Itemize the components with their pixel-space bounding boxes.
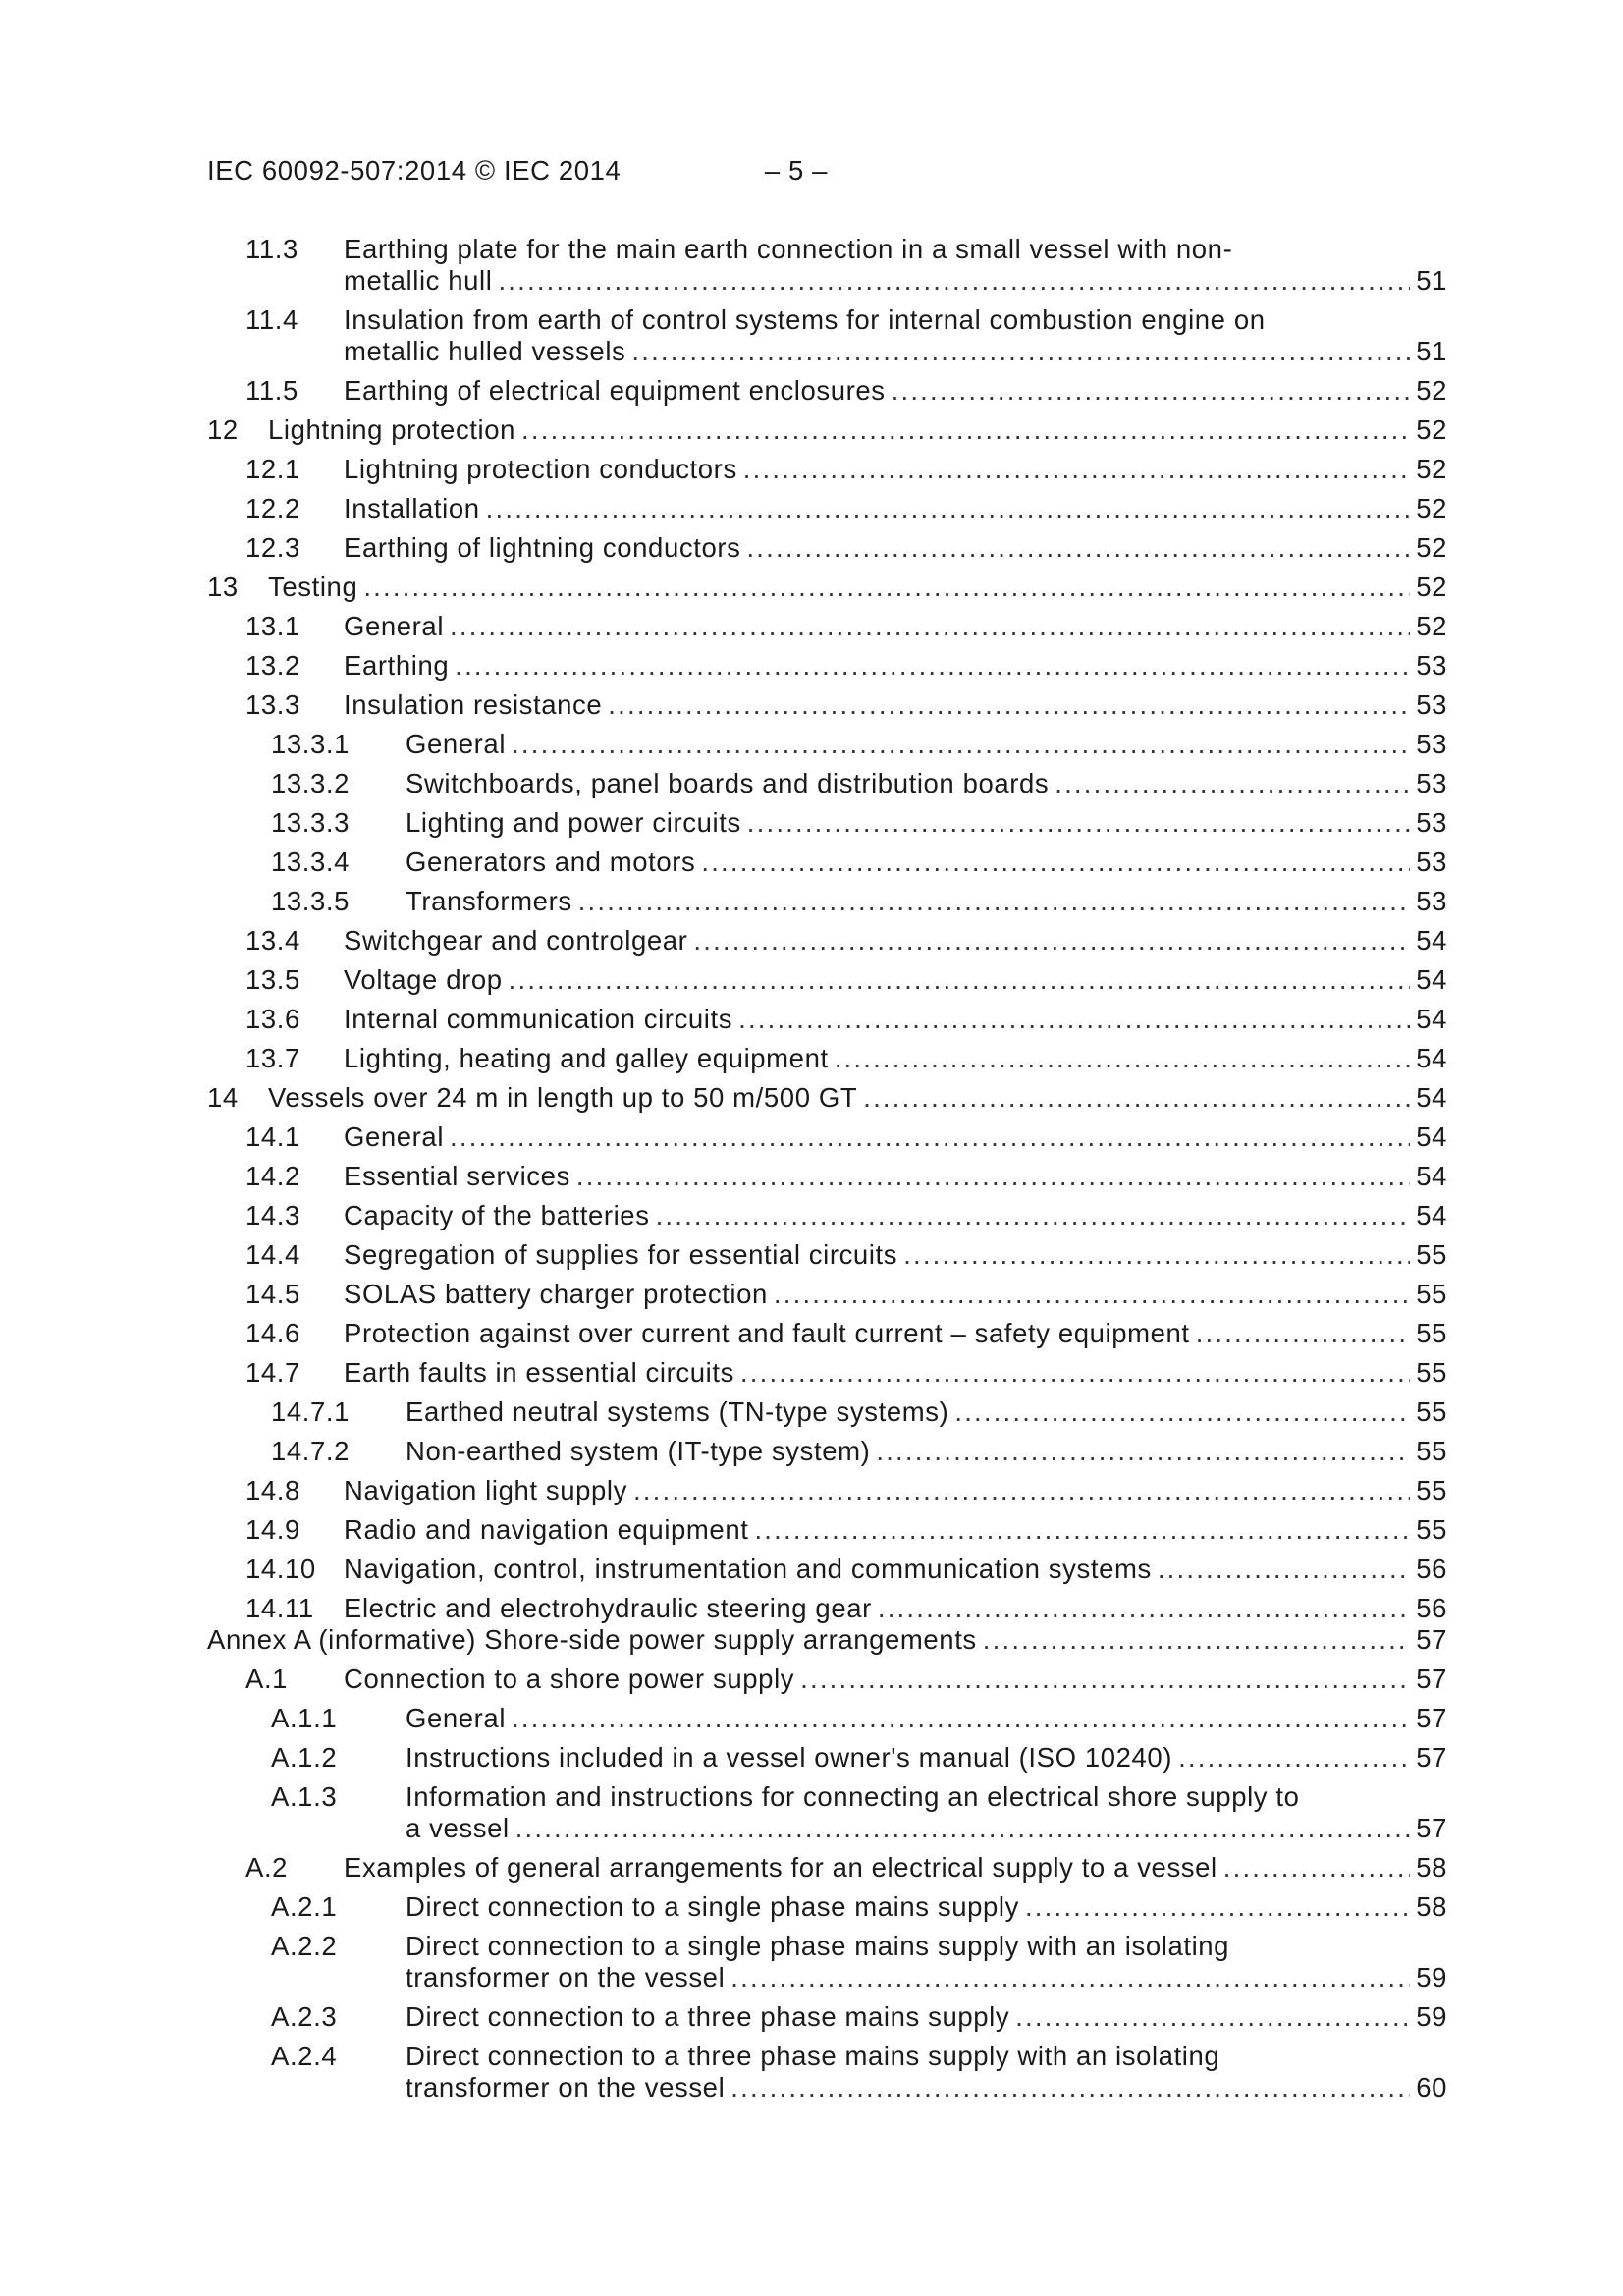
dot-leader xyxy=(450,611,1410,642)
toc-entry-number: 13.4 xyxy=(245,925,300,956)
toc-entry-title: General xyxy=(344,1121,445,1152)
toc-entry-page: 54 xyxy=(1416,1004,1447,1034)
dot-leader xyxy=(512,1703,1410,1734)
toc-entry-number: 12.3 xyxy=(245,532,300,563)
toc-entry[interactable] xyxy=(0,1554,1623,1585)
toc-entry-number: 13.6 xyxy=(245,1004,300,1034)
toc-entry-number: A.1.1 xyxy=(271,1703,338,1733)
toc-entry-title: General xyxy=(406,729,507,759)
toc-entry-number: 13.3.5 xyxy=(271,886,351,916)
toc-entry[interactable] xyxy=(0,689,1623,721)
toc-entry-page: 55 xyxy=(1416,1239,1447,1270)
toc-entry-title: metallic hull xyxy=(344,265,493,296)
toc-entry[interactable] xyxy=(0,532,1623,564)
toc-entry[interactable] xyxy=(0,1852,1623,1884)
dot-leader xyxy=(903,1239,1410,1271)
toc-entry-number: 12.2 xyxy=(245,493,300,523)
dot-leader xyxy=(746,532,1410,564)
toc-entry-title: Testing xyxy=(268,572,358,602)
dot-leader xyxy=(1025,1891,1410,1923)
toc-entry-title: SOLAS battery charger protection xyxy=(344,1279,768,1309)
dot-leader xyxy=(774,1279,1410,1310)
toc-entry[interactable] xyxy=(0,1436,1623,1467)
dot-leader xyxy=(1015,2001,1410,2033)
toc-entry[interactable] xyxy=(0,2001,1623,2033)
toc-entry-number: A.2 xyxy=(245,1852,289,1883)
toc-entry-number: 14.10 xyxy=(245,1554,316,1584)
toc-entry-title: Switchboards, panel boards and distribution boards xyxy=(406,768,1050,798)
toc-entry-page: 59 xyxy=(1416,1962,1447,1993)
toc-entry-title: Lighting and power circuits xyxy=(406,807,741,838)
toc-entry[interactable] xyxy=(0,493,1623,524)
toc-entry-title: Earthed neutral systems (TN-type systems) xyxy=(406,1396,949,1427)
toc-entry-page: 52 xyxy=(1416,611,1447,641)
toc-entry-page: 56 xyxy=(1416,1593,1447,1623)
toc-entry-page: 55 xyxy=(1416,1318,1447,1348)
dot-leader xyxy=(701,847,1410,878)
dot-leader xyxy=(363,572,1410,603)
page-header xyxy=(207,155,1454,189)
toc-entry[interactable] xyxy=(0,1396,1623,1428)
toc-entry-title: Electric and electrohydraulic steering gear xyxy=(344,1593,872,1623)
toc-entry[interactable] xyxy=(0,1624,1623,1656)
toc-entry-page: 54 xyxy=(1416,964,1447,995)
toc-entry-number: 14.11 xyxy=(245,1593,314,1623)
toc-entry-page: 57 xyxy=(1416,1813,1447,1843)
toc-entry-page: 52 xyxy=(1416,414,1447,445)
toc-entry-title: Direct connection to a single phase mains supply xyxy=(406,1891,1019,1922)
toc-entry-number: 14.7.1 xyxy=(271,1396,351,1427)
toc-entry-page: 57 xyxy=(1416,1703,1447,1733)
toc-entry[interactable] xyxy=(0,1475,1623,1506)
toc-entry-title: Earth faults in essential circuits xyxy=(344,1357,734,1388)
toc-entry-title: Earthing xyxy=(344,650,450,681)
toc-entry-page: 57 xyxy=(1416,1624,1447,1655)
toc-entry-title: Direct connection to a three phase mains supply xyxy=(406,2001,1010,2032)
toc-entry-title: Transformers xyxy=(406,886,572,916)
toc-entry[interactable] xyxy=(0,1318,1623,1349)
toc-entry[interactable] xyxy=(0,1703,1623,1734)
toc-entry-page: 52 xyxy=(1416,493,1447,523)
toc-entry[interactable] xyxy=(0,886,1623,917)
toc-entry-title: Connection to a shore power supply xyxy=(344,1664,795,1694)
toc-entry-title: Lightning protection conductors xyxy=(344,454,737,484)
dot-leader xyxy=(498,265,1410,297)
toc-entry-page: 56 xyxy=(1416,1554,1447,1584)
toc-entry[interactable] xyxy=(0,1161,1623,1192)
toc-entry-number: A.2.2 xyxy=(271,1931,338,1961)
dot-leader xyxy=(576,1161,1410,1192)
dot-leader xyxy=(1055,768,1410,799)
toc-entry[interactable] xyxy=(0,1239,1623,1271)
toc-entry-title: metallic hulled vessels xyxy=(344,336,626,366)
toc-entry-page: 55 xyxy=(1416,1396,1447,1427)
toc-entry[interactable] xyxy=(0,1121,1623,1153)
toc-entry-number: 13.7 xyxy=(245,1043,300,1073)
toc-entry[interactable] xyxy=(0,1514,1623,1546)
toc-entry[interactable] xyxy=(0,925,1623,957)
toc-entry-page: 54 xyxy=(1416,1161,1447,1191)
toc-entry[interactable] xyxy=(0,234,1623,297)
toc-entry-number: 14.8 xyxy=(245,1475,300,1505)
dot-leader xyxy=(509,964,1411,996)
toc-entry-page: 54 xyxy=(1416,1121,1447,1152)
toc-entry-number: A.1 xyxy=(245,1664,289,1694)
dot-leader xyxy=(450,1121,1410,1153)
toc-entry-page: 59 xyxy=(1416,2001,1447,2032)
toc-entry-title: Lightning protection xyxy=(268,414,516,445)
toc-entry-number: 11.5 xyxy=(245,375,298,406)
table-of-contents xyxy=(0,234,1623,2104)
toc-entry-title: Segregation of supplies for essential circuits xyxy=(344,1239,898,1270)
dot-leader xyxy=(835,1043,1410,1074)
toc-entry[interactable] xyxy=(0,1593,1623,1624)
toc-entry-title: Insulation resistance xyxy=(344,689,603,720)
toc-entry[interactable] xyxy=(0,1357,1623,1389)
dot-leader xyxy=(1158,1554,1410,1585)
dot-leader xyxy=(515,1813,1411,1844)
toc-entry-page: 52 xyxy=(1416,572,1447,602)
toc-entry-number: 14.7 xyxy=(245,1357,300,1388)
toc-entry-title: transformer on the vessel xyxy=(406,2072,726,2103)
toc-entry-title: Vessels over 24 m in length up to 50 m/500 GT xyxy=(268,1082,858,1113)
dot-leader xyxy=(486,493,1411,524)
toc-entry-page: 53 xyxy=(1416,689,1447,720)
toc-entry-page: 52 xyxy=(1416,454,1447,484)
toc-entry-number: 14 xyxy=(207,1082,239,1113)
toc-entry-number: 12.1 xyxy=(245,454,300,484)
toc-entry-title-line: Information and instructions for connecting an electrical shore supply to xyxy=(406,1781,1300,1812)
toc-entry-page: 53 xyxy=(1416,807,1447,838)
toc-entry-number: 11.4 xyxy=(245,304,298,335)
toc-entry-title: Protection against over current and fault current – safety equipment xyxy=(344,1318,1190,1348)
toc-entry-page: 55 xyxy=(1416,1357,1447,1388)
toc-entry-page: 52 xyxy=(1416,532,1447,563)
toc-entry[interactable] xyxy=(0,2041,1623,2104)
toc-entry[interactable] xyxy=(0,304,1623,367)
toc-entry-page: 58 xyxy=(1416,1852,1447,1883)
toc-entry[interactable] xyxy=(0,414,1623,446)
toc-entry[interactable] xyxy=(0,1082,1623,1114)
toc-entry-number: A.1.3 xyxy=(271,1781,338,1812)
dot-leader xyxy=(1223,1852,1410,1884)
toc-entry-page: 55 xyxy=(1416,1475,1447,1505)
toc-entry-title: Installation xyxy=(344,493,480,523)
toc-entry-page: 53 xyxy=(1416,768,1447,798)
dot-leader xyxy=(954,1396,1410,1428)
toc-entry[interactable] xyxy=(0,611,1623,642)
toc-entry-title: Radio and navigation equipment xyxy=(344,1514,749,1545)
dot-leader xyxy=(730,2072,1410,2104)
toc-entry[interactable] xyxy=(0,1279,1623,1310)
toc-entry-number: 11.3 xyxy=(245,234,298,264)
toc-entry-title: Essential services xyxy=(344,1161,570,1191)
toc-entry-title: General xyxy=(406,1703,507,1733)
toc-entry[interactable] xyxy=(0,729,1623,760)
dot-leader xyxy=(983,1624,1410,1656)
dot-leader xyxy=(512,729,1410,760)
toc-entry-number: A.2.3 xyxy=(271,2001,338,2032)
toc-entry-number: 14.3 xyxy=(245,1200,300,1230)
toc-entry-number: 13.1 xyxy=(245,611,300,641)
document-identifier: IEC 60092-507:2014 © IEC 2014 xyxy=(207,155,622,186)
toc-entry-number: 14.6 xyxy=(245,1318,300,1348)
toc-entry-page: 52 xyxy=(1416,375,1447,406)
toc-entry-title: Internal communication circuits xyxy=(344,1004,733,1034)
toc-entry-number: 14.9 xyxy=(245,1514,300,1545)
dot-leader xyxy=(633,1475,1410,1506)
toc-entry[interactable] xyxy=(0,847,1623,878)
toc-entry[interactable] xyxy=(0,1004,1623,1035)
dot-leader xyxy=(455,650,1410,682)
toc-entry[interactable] xyxy=(0,1891,1623,1923)
toc-entry-number: 12 xyxy=(207,414,239,445)
toc-entry-page: 53 xyxy=(1416,650,1447,681)
toc-entry[interactable] xyxy=(0,1781,1623,1844)
toc-entry[interactable] xyxy=(0,1043,1623,1074)
dot-leader xyxy=(863,1082,1410,1114)
toc-entry-number: 14.5 xyxy=(245,1279,300,1309)
dot-leader xyxy=(693,925,1410,957)
dot-leader xyxy=(754,1514,1410,1546)
toc-entry-page: 54 xyxy=(1416,1082,1447,1113)
toc-entry[interactable] xyxy=(0,807,1623,839)
toc-entry-title: Navigation, control, instrumentation and communication systems xyxy=(344,1554,1152,1584)
toc-entry-title-line: Direct connection to a three phase mains supply with an isolating xyxy=(406,2041,1220,2071)
toc-entry-page: 57 xyxy=(1416,1742,1447,1773)
toc-entry-number: A.2.4 xyxy=(271,2041,338,2071)
toc-entry[interactable] xyxy=(0,1664,1623,1695)
toc-entry-title: Navigation light supply xyxy=(344,1475,627,1505)
toc-entry-page: 54 xyxy=(1416,925,1447,956)
dot-leader xyxy=(1178,1742,1410,1774)
toc-entry-number: 13.3.2 xyxy=(271,768,351,798)
toc-entry-title: Examples of general arrangements for an electrical supply to a vessel xyxy=(344,1852,1217,1883)
dot-leader xyxy=(740,1357,1410,1389)
toc-entry-title: Earthing of electrical equipment enclosures xyxy=(344,375,886,406)
toc-entry-number: 13.3.3 xyxy=(271,807,351,838)
dot-leader xyxy=(876,1436,1410,1467)
toc-entry-title-line: Insulation from earth of control systems for internal combustion engine on xyxy=(344,304,1266,335)
toc-entry-number: 13.5 xyxy=(245,964,300,995)
toc-entry-page: 51 xyxy=(1416,336,1447,366)
toc-entry[interactable] xyxy=(0,375,1623,407)
toc-entry-title: Lighting, heating and galley equipment xyxy=(344,1043,829,1073)
toc-entry-number: 13.3 xyxy=(245,689,300,720)
toc-entry-title: Non-earthed system (IT-type system) xyxy=(406,1436,871,1466)
toc-entry-page: 54 xyxy=(1416,1200,1447,1230)
toc-entry-title: Switchgear and controlgear xyxy=(344,925,688,956)
toc-entry-page: 58 xyxy=(1416,1891,1447,1922)
toc-entry[interactable] xyxy=(0,454,1623,485)
toc-entry-title: Voltage drop xyxy=(344,964,503,995)
toc-entry-title: a vessel xyxy=(406,1813,510,1843)
toc-entry[interactable] xyxy=(0,768,1623,799)
dot-leader xyxy=(878,1593,1410,1624)
dot-leader xyxy=(1196,1318,1411,1349)
toc-entry[interactable] xyxy=(0,1742,1623,1774)
toc-entry[interactable] xyxy=(0,964,1623,996)
toc-entry[interactable] xyxy=(0,572,1623,603)
toc-entry-title: General xyxy=(344,611,445,641)
toc-entry-number: 14.2 xyxy=(245,1161,300,1191)
toc-entry-page: 53 xyxy=(1416,847,1447,877)
page-number: – 5 – xyxy=(764,155,829,186)
toc-entry-page: 53 xyxy=(1416,729,1447,759)
dot-leader xyxy=(521,414,1410,446)
toc-entry-title-line: Direct connection to a single phase mains supply with an isolating xyxy=(406,1931,1230,1961)
toc-entry-number: 14.1 xyxy=(245,1121,300,1152)
toc-entry[interactable] xyxy=(0,650,1623,682)
toc-entry-page: 55 xyxy=(1416,1279,1447,1309)
toc-entry-title: Instructions included in a vessel owner's manual (ISO 10240) xyxy=(406,1742,1173,1773)
dot-leader xyxy=(743,454,1410,485)
dot-leader xyxy=(578,886,1411,917)
dot-leader xyxy=(631,336,1410,367)
toc-entry-page: 54 xyxy=(1416,1043,1447,1073)
toc-entry-page: 51 xyxy=(1416,265,1447,296)
toc-entry-number: 13 xyxy=(207,572,239,602)
toc-entry-title: transformer on the vessel xyxy=(406,1962,726,1993)
toc-entry-title: Generators and motors xyxy=(406,847,696,877)
dot-leader xyxy=(892,375,1411,407)
toc-entry-title: Capacity of the batteries xyxy=(344,1200,650,1230)
toc-entry-number: A.1.2 xyxy=(271,1742,338,1773)
dot-leader xyxy=(608,689,1410,721)
dot-leader xyxy=(656,1200,1411,1231)
toc-entry-title-line: Earthing plate for the main earth connection in a small vessel with non- xyxy=(344,234,1233,264)
toc-entry-number: 13.3.1 xyxy=(271,729,351,759)
toc-entry-number: A.2.1 xyxy=(271,1891,338,1922)
toc-entry-title: Earthing of lightning conductors xyxy=(344,532,741,563)
toc-entry-page: 55 xyxy=(1416,1514,1447,1545)
toc-entry[interactable] xyxy=(0,1931,1623,1994)
toc-entry[interactable] xyxy=(0,1200,1623,1231)
dot-leader xyxy=(738,1004,1410,1035)
toc-entry-number: 13.2 xyxy=(245,650,300,681)
toc-entry-number: 14.7.2 xyxy=(271,1436,351,1466)
toc-entry-page: 55 xyxy=(1416,1436,1447,1466)
toc-entry-page: 60 xyxy=(1416,2072,1447,2103)
toc-entry-number: 13.3.4 xyxy=(271,847,351,877)
dot-leader xyxy=(730,1962,1410,1994)
dot-leader xyxy=(747,807,1410,839)
dot-leader xyxy=(800,1664,1410,1695)
toc-entry-page: 53 xyxy=(1416,886,1447,916)
toc-entry-page: 57 xyxy=(1416,1664,1447,1694)
toc-entry-title: Annex A (informative) Shore-side power supply arrangements xyxy=(207,1624,977,1655)
toc-entry-number: 14.4 xyxy=(245,1239,300,1270)
